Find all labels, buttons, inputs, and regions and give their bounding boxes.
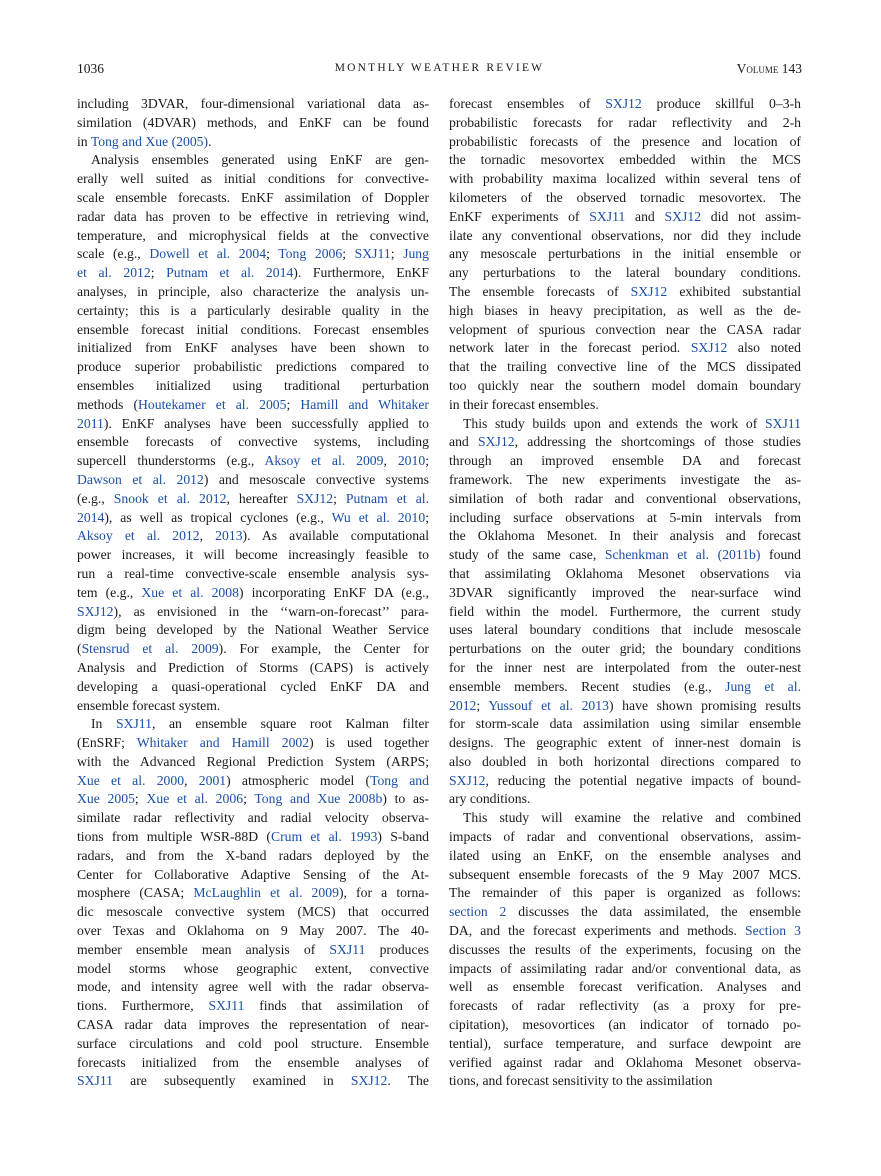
text-line: field within the model. Furthermore, the current study	[449, 603, 801, 619]
citation-link[interactable]: section 2	[449, 904, 507, 920]
text-line: SXJ12, reducing the potential negative impacts of bound-	[449, 772, 801, 788]
text-line: erally well suited as initial conditions for convective-	[77, 171, 429, 187]
text-line: network later in the forecast period. SXJ12 also noted	[449, 340, 801, 356]
text-line: similate radar reflectivity and radial velocity observa-	[77, 810, 429, 826]
citation-link[interactable]: Xue 2005	[77, 791, 135, 807]
citation-link[interactable]: Whitaker and Hamill 2002	[136, 735, 310, 751]
volume-label: Volume 143	[736, 61, 802, 76]
text-line: the Oklahoma Mesonet. In their analysis and forecast	[449, 528, 801, 544]
text-line: initialized from EnKF analyses have been shown to	[77, 340, 429, 356]
text-line: DA, and the forecast experiments and methods. Section 3	[449, 923, 801, 939]
text-line: in Tong and Xue (2005).	[77, 133, 212, 149]
text-line: Xue 2005; Xue et al. 2006; Tong and Xue 2008b) to as-	[77, 791, 429, 807]
left-column	[77, 95, 429, 1091]
text-line: 3DVAR significantly improved the near-surface wind	[449, 584, 801, 600]
text-line: certainty; this is a particularly desirable quality in the	[77, 302, 429, 318]
text-line: through an improved ensemble DA and forecast	[449, 453, 801, 469]
citation-link[interactable]: Aksoy et al. 2012	[77, 528, 200, 544]
text-line: digm being developed by the National Weather Service	[77, 622, 429, 638]
citation-link[interactable]: Stensrud et al. 2009	[81, 641, 219, 657]
text-line: and SXJ12, addressing the shortcomings of those studies	[449, 434, 801, 450]
citation-link[interactable]: Jung et al.	[725, 678, 801, 694]
text-line: probabilistic forecasts of the presence and location of	[449, 133, 801, 149]
text-line: This study builds upon and extends the work of SXJ11	[463, 415, 801, 431]
text-line: designs. The geographic extent of inner-nest domain is	[449, 735, 801, 751]
text-line: Xue et al. 2000, 2001) atmospheric model (Tong and	[77, 772, 429, 788]
citation-link[interactable]: Tong and Xue 2008b	[254, 791, 383, 807]
citation-link[interactable]: SXJ12	[605, 96, 642, 111]
text-line: high biases in heavy precipitation, as well as the de-	[449, 302, 801, 318]
text-line: (e.g., Snook et al. 2012, hereafter SXJ12; Putnam et al.	[77, 490, 429, 506]
citation-link[interactable]: SXJ11	[115, 716, 152, 732]
text-line: 2014), as well as tropical cyclones (e.g., Wu et al. 2010;	[77, 509, 429, 525]
text-line: forecasts initialized from the ensemble analyses of	[77, 1054, 429, 1070]
text-line: et al. 2012; Putnam et al. 2014). Furthermore, EnKF	[77, 265, 429, 281]
text-line: radars, and from the X-band radars deployed by the	[77, 847, 429, 863]
text-line: surface circulations and cold pool structure. Ensemble	[77, 1035, 429, 1051]
text-line: developing a quasi-operational cycled EnKF DA and	[77, 678, 429, 694]
text-line: mode, and intensity agree well with the radar observa-	[77, 979, 429, 995]
citation-link[interactable]: Putnam et al. 2014	[166, 265, 294, 281]
text-line: also doubled in both horizontal directions compared to	[449, 753, 801, 769]
text-line: scale ensemble forecasts. EnKF assimilation of Doppler	[77, 189, 429, 205]
text-line: The remainder of this paper is organized as follows:	[449, 885, 801, 901]
text-line: ensemble members. Recent studies (e.g., Jung et al.	[449, 678, 801, 694]
citation-link[interactable]: SXJ12	[478, 434, 515, 450]
text-line: tions, and forecast sensitivity to the assimilation	[449, 1073, 713, 1089]
text-line: analyses, in principle, also characterize the analysis un-	[77, 283, 429, 299]
text-line: verified against radar and Oklahoma Mesonet observa-	[449, 1054, 801, 1070]
text-line: methods (Houtekamer et al. 2005; Hamill and Whitaker	[77, 396, 429, 412]
text-line: subsequent ensemble forecasts of the 9 May 2007 MCS.	[449, 866, 801, 882]
text-line: including 3DVAR, four-dimensional variational data as-	[77, 96, 429, 111]
text-line: SXJ11 are subsequently examined in SXJ12. The	[77, 1073, 429, 1089]
citation-link[interactable]: Dowell et al. 2004	[149, 246, 267, 262]
text-line: any mesoscale perturbations in the initial ensemble or	[449, 246, 801, 262]
citation-link[interactable]: Section 3	[745, 923, 801, 939]
text-line: (EnSRF; Whitaker and Hamill 2002) is used together	[77, 735, 429, 751]
citation-link[interactable]: SXJ12	[630, 283, 668, 299]
text-line: scale (e.g., Dowell et al. 2004; Tong 2006; SXJ11; Jung	[77, 246, 429, 262]
citation-link[interactable]: 2014	[77, 509, 105, 525]
text-line: discusses the results of the experiments, focusing on the	[449, 941, 801, 957]
citation-link[interactable]: SXJ11	[354, 246, 391, 262]
citation-link[interactable]: Xue et al. 2006	[146, 791, 244, 807]
text-line: for storm-scale data assimilation using similar ensemble	[449, 716, 801, 732]
journal-title: MONTHLY WEATHER REVIEW	[334, 62, 545, 74]
text-line: velopment of spurious convection near the CASA radar	[449, 321, 801, 337]
citation-link[interactable]: Hamill and Whitaker	[300, 396, 429, 412]
citation-link[interactable]: Xue et al. 2008	[141, 584, 239, 600]
citation-link[interactable]: Aksoy et al. 2009	[264, 453, 384, 469]
text-line: for the inner nest are interpolated from the outer-nest	[449, 659, 801, 675]
citation-link[interactable]: SXJ12	[449, 772, 486, 788]
citation-link[interactable]: SXJ12	[296, 490, 334, 506]
text-line: too quickly near the southern model domain boundary	[449, 377, 801, 393]
text-line: uses lateral boundary conditions that include mesoscale	[449, 622, 801, 638]
citation-link[interactable]: Xue et al. 2000	[77, 772, 185, 788]
citation-link[interactable]: Snook et al. 2012	[113, 490, 227, 506]
text-line: produce superior probabilistic predictions compared to	[77, 359, 429, 375]
citation-link[interactable]: Crum et al. 1993	[270, 829, 378, 845]
citation-link[interactable]: Putnam et al.	[345, 490, 429, 506]
text-line: cipitation), mesovortices (an indicator of tornado po-	[449, 1017, 801, 1033]
text-line: section 2 discusses the data assimilated, the ensemble	[449, 904, 801, 920]
text-line: impacts of assimilating radar and/or conventional data, as	[449, 960, 801, 976]
text-line: tions from multiple WSR-88D (Crum et al. 1993) S-band	[77, 829, 429, 845]
citation-link[interactable]: McLaughlin et al. 2009	[193, 885, 339, 901]
text-line: study of the same case, Schenkman et al. (2011b) found	[449, 547, 801, 563]
text-line: ensembles initialized using traditional perturbation	[77, 377, 429, 393]
right-column	[449, 95, 801, 1091]
text-line: similation (4DVAR) methods, and EnKF can be found	[77, 114, 429, 130]
text-line: member ensemble mean analysis of SXJ11 produces	[77, 941, 429, 957]
citation-link[interactable]: Houtekamer et al. 2005	[138, 396, 287, 412]
text-line: with probability maxima localized within several tens of	[449, 171, 801, 187]
text-line: tions. Furthermore, SXJ11 finds that assimilation of	[77, 998, 429, 1014]
text-line: dic mesoscale convective system (MCS) that occurred	[77, 904, 429, 920]
text-line: that the trailing convective line of the MCS dissipated	[449, 359, 801, 375]
citation-link[interactable]: SXJ12	[690, 340, 728, 356]
text-line: impacts of radar and conventional observations, assim-	[449, 829, 801, 845]
text-line: (Stensrud et al. 2009). For example, the Center for	[77, 641, 429, 657]
citation-link[interactable]: SXJ12	[350, 1073, 388, 1089]
citation-link[interactable]: 2012	[449, 697, 477, 713]
text-line: Aksoy et al. 2012, 2013). As available computational	[77, 528, 429, 544]
citation-link[interactable]: 2001	[198, 772, 227, 788]
citation-link[interactable]: Tong 2006	[278, 246, 343, 262]
text-line: kilometers of the observed tornadic mesovortex. The	[449, 189, 801, 205]
text-line: ary conditions.	[449, 791, 531, 807]
text-line: 2012; Yussouf et al. 2013) have shown promising results	[449, 697, 801, 713]
running-header	[77, 61, 802, 79]
text-line: well as ensemble forecast verification. Analyses and	[449, 979, 801, 995]
citation-link[interactable]: SXJ11	[589, 208, 626, 224]
text-line: forecast ensembles of SXJ12 produce skillful 0–3-h	[449, 96, 801, 111]
citation-link[interactable]: SXJ11	[208, 998, 245, 1014]
text-line: ensemble forecast initial conditions. Forecast ensembles	[77, 321, 429, 337]
text-line: the tornadic mesovortex embedded within the MCS	[449, 152, 801, 168]
text-line: Analysis ensembles generated using EnKF are gen-	[91, 152, 429, 168]
citation-link[interactable]: 2010	[397, 453, 426, 469]
citation-link[interactable]: Schenkman et al. (2011b)	[604, 547, 761, 563]
text-line: ensemble forecast system.	[77, 697, 221, 713]
text-line: framework. The new experiments investigate the as-	[449, 471, 801, 487]
text-line: supercell thunderstorms (e.g., Aksoy et al. 2009, 2010;	[77, 453, 429, 469]
text-line: similation of both radar and conventional observations,	[449, 490, 801, 506]
citation-link[interactable]: Tong and Xue (2005)	[90, 133, 209, 149]
text-line: run a real-time convective-scale ensemble analysis sys-	[77, 565, 429, 581]
text-line: over Texas and Oklahoma on 9 May 2007. The 40-	[77, 923, 429, 939]
citation-link[interactable]: Dawson et al. 2012	[77, 471, 204, 487]
citation-link[interactable]: Yussouf et al. 2013	[488, 697, 609, 713]
text-line: tem (e.g., Xue et al. 2008) incorporating EnKF DA (e.g.,	[77, 584, 429, 600]
text-line: ilate any conventional observations, nor did they include	[449, 227, 801, 243]
text-line: tential), surface temperature, and surface dewpoint are	[449, 1035, 801, 1051]
text-line: In SXJ11, an ensemble square root Kalman filter	[91, 716, 429, 732]
text-line: The ensemble forecasts of SXJ12 exhibited substantial	[449, 283, 801, 299]
text-line: ensemble forecasts of convective systems, including	[77, 434, 429, 450]
text-line: radar data has proven to be effective in retrieving wind,	[77, 208, 429, 224]
text-line: Dawson et al. 2012) and mesoscale convective systems	[77, 471, 429, 487]
citation-link[interactable]: 2011	[77, 415, 104, 431]
text-line: model storms whose geographic extent, convective	[77, 960, 429, 976]
citation-link[interactable]: et al. 2012	[77, 265, 151, 281]
citation-link[interactable]: 2013	[215, 528, 243, 544]
citation-link[interactable]: Jung	[403, 246, 429, 262]
text-line: with the Advanced Regional Prediction System (ARPS;	[77, 753, 429, 769]
citation-link[interactable]: SXJ12	[77, 603, 114, 619]
text-line: mosphere (CASA; McLaughlin et al. 2009), for a torna-	[77, 885, 429, 901]
text-line: probabilistic forecasts for radar reflectivity and 2-h	[449, 114, 801, 130]
text-line: temperature, and microphysical fields at the convective	[77, 227, 429, 243]
citation-link[interactable]: Tong and	[370, 772, 429, 788]
text-line: forecasts of radar reflectivity (as a proxy for pre-	[449, 998, 801, 1014]
text-line: including surface observations at 5-min intervals from	[449, 509, 801, 525]
text-line: CASA radar data improves the representation of near-	[77, 1017, 429, 1033]
citation-link[interactable]: SXJ11	[764, 415, 801, 431]
text-line: Analysis and Prediction of Storms (CAPS) is actively	[77, 659, 429, 675]
citation-link[interactable]: SXJ11	[77, 1073, 114, 1089]
page-number: 1036	[77, 61, 104, 76]
text-line: in their forecast ensembles.	[449, 396, 599, 412]
citation-link[interactable]: SXJ11	[329, 941, 366, 957]
text-line: power increases, it will become increasingly feasible to	[77, 547, 429, 563]
citation-link[interactable]: Wu et al. 2010	[331, 509, 426, 525]
text-line: 2011). EnKF analyses have been successfully applied to	[77, 415, 429, 431]
text-line: any perturbations to the lateral boundary conditions.	[449, 265, 801, 281]
text-line: This study will examine the relative and combined	[463, 810, 801, 826]
text-line: ilated using an EnKF, on the ensemble analyses and	[449, 847, 801, 863]
text-line: EnKF experiments of SXJ11 and SXJ12 did not assim-	[449, 208, 801, 224]
text-line: SXJ12), as envisioned in the ‘‘warn-on-forecast’’ para-	[77, 603, 429, 619]
text-line: that assimilating Oklahoma Mesonet observations via	[449, 565, 801, 581]
citation-link[interactable]: SXJ12	[664, 208, 702, 224]
text-line: perturbations on the outer grid; the boundary conditions	[449, 641, 801, 657]
text-line: Center for Collaborative Adaptive Sensing of the At-	[77, 866, 429, 882]
